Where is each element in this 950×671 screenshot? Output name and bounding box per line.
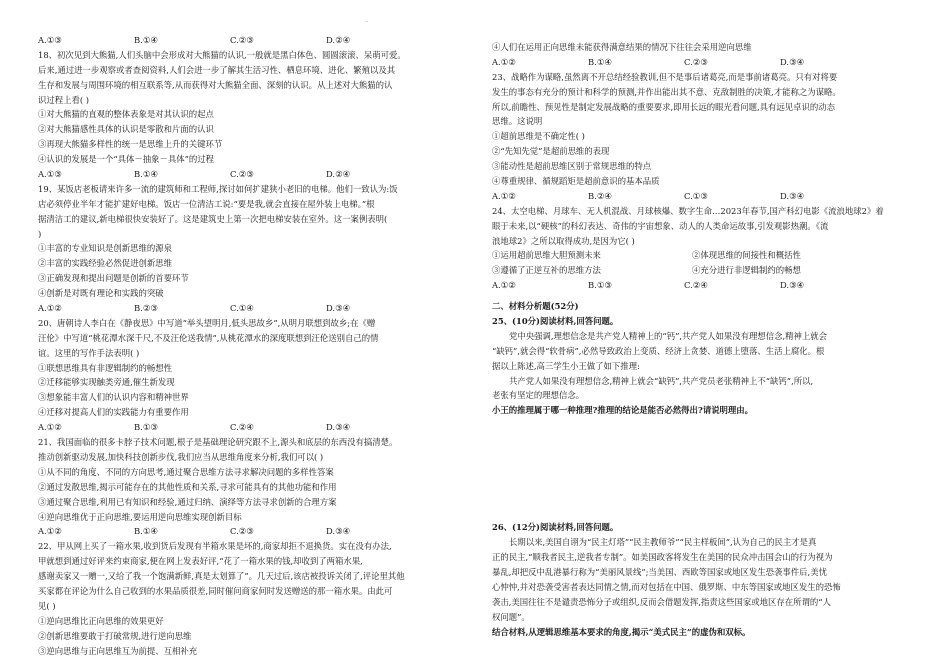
q19-line: 19、某饭店老板请来许多一流的建筑师和工程师,探讨如何扩建狭小老旧的电梯。他们一致认为:饭 [38, 183, 398, 194]
q22-item: ④人们在运用正向思维未能获得满意结果的情况下往往会采用逆向思维 [492, 42, 752, 52]
option-b: B.①④ [134, 35, 158, 45]
option-a: A.①② [492, 56, 516, 67]
q21-item: ③通过聚合思维,利用已有知识和经验,通过归纳、演绎等方法寻求创新的合理方案 [38, 496, 337, 507]
q24-item: ③遵循了正逆互补的思维方法 [492, 265, 601, 276]
q26-question: 结合材料,从逻辑思维基本要求的角度,揭示“美式民主”的虚伪和双标。 [492, 626, 751, 637]
q21-line: 21、我国面临的很多卡脖子技术问题,根子是基础理论研究跟不上,源头和底层的东西没有搞清楚。 [38, 437, 398, 448]
option-c: C.②③ [230, 35, 254, 45]
option-d: D.②④ [326, 169, 351, 180]
option-c: C.②③ [230, 169, 254, 180]
q20-item: ①联想思维具有非逻辑制约的畅想性 [38, 362, 172, 373]
q19-item: ④创新是对既有理论和实践的突破 [38, 288, 164, 299]
q24-item: ①运用超前思维大胆预测未来 [492, 250, 601, 261]
q23-item: ③能动性是超前思维区别于常规思维的特点 [492, 161, 652, 172]
q24-item-row [492, 248, 916, 263]
q26-line: 正的民主,“顺我者民主,逆我者专制”。如美国政客将发生在美国的民众冲击国会山的行为视为 [492, 552, 833, 563]
answer-space [492, 418, 916, 520]
option-a: A.①③ [38, 35, 62, 45]
option-c: C.①③ [684, 190, 708, 201]
option-b: B.②③ [134, 303, 158, 314]
q24-line: 眼于未来,以“硬核”的科幻表达、奇伟的宇宙想象、动人的人类命运故事,引发观影热潮。《流 [492, 220, 829, 231]
q25-line: 据以上陈述,高三学生小王做了如下推理: [492, 360, 640, 371]
q26-line: 袭击,美国往往不是谴责恐怖分子或组织,反而会借题发挥,指责这些国家或地区存在所谓的“人 [492, 596, 831, 607]
q21-line: 推动创新驱动发展,加快科技创新步伐,我们应当从思维角度来分析,我们可以( ) [38, 451, 324, 462]
q25-heading: 25、(10分)阅读材料,回答问题。 [492, 316, 619, 327]
q25-line: 党中央强调,理想信念是共产党人精神上的“钙”,共产党人如果没有理想信念,精神上就会 [509, 330, 828, 341]
option-d: D.③④ [780, 56, 805, 67]
q22-line: 22、甲从网上买了一箱水果,收到货后发现有半箱水果是坏的,商家却拒不退换货。实在没有办法, [38, 541, 392, 552]
q20-line: 汪伦》中写道“桃花潭水深千尺,不及汪伦送我情”,从桃花潭水的深度联想到汪伦送别自己的情 [38, 332, 379, 343]
q25-line: 老张有坚定的理想信念。 [492, 390, 585, 401]
q20-options [38, 420, 462, 435]
q24-line: 24、太空电梯、月球车、无人机混战、月球核爆、数字生命…2023年春节,国产科幻电影《流浪地球2》着 [492, 205, 884, 216]
q20-item: ②迁移能够实现触类旁通,催生新发现 [38, 377, 175, 388]
q22-item: ②创新思维要敢于打破常规,进行逆向思维 [38, 630, 192, 641]
option-a: A.①② [492, 280, 516, 291]
q22-item: ③逆向思维与正向思维互为前提、互相补充 [38, 645, 198, 656]
q22-item: ①逆向思维比正向思维的效果更好 [38, 615, 164, 626]
q22-line: 甲就想到通过好评来约束商家,便在网上发表好评,“花了一箱水果的钱,却收到了两箱水果, [38, 556, 363, 567]
q23-options [492, 189, 916, 204]
q25-question: 小王的推理属于哪一种推理?推理的结论是能否必然得出?请说明理由。 [492, 405, 754, 416]
q23-item: ②“先知先觉”是超前思维的表现 [492, 146, 610, 157]
option-b: B.①③ [588, 280, 612, 291]
q24-line: 浪地球2》之所以取得成功,是因为它( ) [492, 235, 635, 246]
q22-line: 感谢卖家又一赠一,又给了我一个饱满新鲜,真是太划算了”。几天过后,该店被投诉关闭了,评论里其他 [38, 571, 405, 582]
q19-line: 据清洁工的建议,新电梯很快安装好了。这是建筑史上第一次把电梯安装在室外。这一案例表明( [38, 213, 388, 224]
q24-item-row [492, 263, 916, 278]
q26-line: 长期以来,美国自诩为“民主灯塔”“民主教师爷”“民主样板间”,认为自己的民主才是真 [509, 537, 817, 548]
top-mark: · [366, 19, 368, 26]
q23-line: 所以,前瞻性、预见性是制定发展战略的重要要求,即用长远的眼光看问题,具有远见卓识的动态 [492, 101, 835, 112]
q26-line: 心忡忡,并对恐袭受害者表达同情之情,而对包括在中国、俄罗斯、中东等国家或地区发生的恐怖 [492, 581, 841, 592]
q22-line: 见( ) [38, 600, 56, 611]
question-21 [38, 435, 462, 524]
option-c: C.②④ [230, 422, 254, 433]
option-d: D.③④ [326, 526, 351, 537]
q18-line: 后来,通过进一步观察或者查阅资料,人们会进一步了解其生活习性、栖息环境、进化、繁殖以及其 [38, 64, 396, 75]
option-a: A.①② [38, 526, 62, 537]
q18-item: ①对大熊猫的直观的整体表象是对其认识的起点 [38, 109, 214, 120]
q19-line: ) [38, 228, 42, 239]
q19-item: ①丰富的专业知识是创新思维的源泉 [38, 243, 172, 254]
q25-material [492, 329, 916, 403]
q21-item: ④逆向思维优于正向思维,要运用逆向思维实现创新目标 [38, 511, 242, 522]
q17-options [38, 33, 462, 48]
section-heading: 二、材料分析题(52分) [492, 301, 579, 312]
q26-heading: 26、(12分)阅读材料,回答问题。 [492, 522, 619, 533]
q26-line: 权问题”。 [492, 611, 530, 622]
q18-options [38, 167, 462, 182]
option-a: A.①③ [38, 169, 62, 180]
option-a: A.①② [38, 303, 62, 314]
q25-line: “缺钙”,就会得“软骨病”,必然导致政治上变质、经济上贪婪、道德上堕落、生活上腐化。根 [492, 345, 825, 356]
option-c: C.②③ [684, 56, 708, 67]
q26-material [492, 535, 916, 624]
left-column [38, 33, 462, 658]
q23-item: ①超前思维是不确定性( ) [492, 131, 585, 142]
q21-options [38, 524, 462, 539]
q25-line: 共产党人如果没有理想信念,精神上就会“缺钙”,共产党员老张精神上不“缺钙”,所以, [509, 375, 814, 386]
question-18 [38, 48, 462, 167]
option-b: B.①④ [134, 526, 158, 537]
option-d: D.②④ [326, 35, 351, 45]
q23-line: 思维。这说明 [492, 116, 543, 127]
option-d: D.③④ [780, 280, 805, 291]
right-column [492, 40, 916, 639]
q18-item: ④认识的发展是一个“具体－抽象－具体”的过程 [38, 154, 215, 165]
q21-item: ②通过发散思维,揭示可能存在的其他性质和关系,寻求可能具有的其他功能和作用 [38, 481, 337, 492]
question-19 [38, 182, 462, 301]
q20-line: 谊。这里的写作手法表明( ) [38, 347, 140, 358]
question-23 [492, 70, 916, 189]
option-a: A.①② [38, 422, 62, 433]
q24-item: ②体现思维的间接性和概括性 [692, 250, 801, 261]
q26-line: 暴乱,却把反中乱港暴行称为“美丽风景线”;当美国、西欧等国家或地区发生恐袭事件后,美忧 [492, 566, 827, 577]
option-d: D.③④ [326, 303, 351, 314]
option-d: D.③④ [780, 190, 805, 201]
question-22 [38, 539, 462, 658]
q18-line: 18、初次见到大熊猫,人们头脑中会形成对大熊猫的认识,一般就是黑白体色、圆圆滚滚、呆萌可爱。 [38, 49, 406, 60]
q21-item: ①从不同的角度、不同的方向思考,通过聚合思维方法寻求解决问题的多样性答案 [38, 466, 334, 477]
option-c: C.②③ [230, 526, 254, 537]
q19-line: 店必须停业半年才能扩建好电梯。饭店一位清洁工说:“要是我,就会直接在屋外装上电梯。”根 [38, 198, 375, 209]
option-b: B.①④ [588, 56, 612, 67]
q18-item: ③再现大熊猫多样性的统一是思维上升的关键环节 [38, 139, 223, 150]
q22-options [492, 55, 916, 70]
q19-item: ③正确发现和提出问题是创新的首要环节 [38, 273, 189, 284]
q23-item: ④尊重规律、循规蹈矩是超前意识的基本品质 [492, 176, 660, 187]
option-b: B.①④ [134, 169, 158, 180]
option-b: B.①③ [134, 422, 158, 433]
option-b: B.②④ [588, 190, 612, 201]
option-c: C.①④ [230, 303, 254, 314]
option-c: C.②④ [684, 280, 708, 291]
q23-line: 发生的事态有充分的预计和科学的预测,并作出能出其不意、克敌制胜的决策,才能称之为谋略。 [492, 86, 841, 97]
q24-options [492, 278, 916, 293]
q20-item: ④迁移对提高人们的实践能力有重要作用 [38, 407, 189, 418]
question-20 [38, 316, 462, 420]
q19-options [38, 301, 462, 316]
q18-item: ②对大熊猫感性具体的认识是零散和片面的认识 [38, 124, 214, 135]
q18-line: 生存和发展与周围环境的相互联系等,从而获得对大熊猫全面、深刻的认识。从上述对大熊猫的认 [38, 79, 393, 90]
q19-item: ②丰富的实践经验必然促进创新思维 [38, 258, 172, 269]
option-d: D.③④ [326, 422, 351, 433]
q22-line: 买家都在评论为什么自己收到的水果品质很差,同时催问商家何时发送赠送的那一箱水果。由此可 [38, 585, 393, 596]
question-24 [492, 204, 916, 278]
option-a: A.①② [492, 190, 516, 201]
q20-line: 20、唐朝诗人李白在《静夜思》中写道“举头望明月,低头思故乡”,从明月联想到故乡;在《赠 [38, 317, 376, 328]
q23-line: 23、战略作为谋略,虽然离不开总结经验教训,但不是事后诸葛亮,而是事前诸葛亮。只有对将要 [492, 71, 838, 82]
q20-item: ③想象能丰富人们的认识内容和精神世界 [38, 392, 189, 403]
q18-line: 识过程上看( ) [38, 94, 90, 105]
q24-item: ④充分进行非逻辑制约的畅想 [692, 265, 801, 276]
